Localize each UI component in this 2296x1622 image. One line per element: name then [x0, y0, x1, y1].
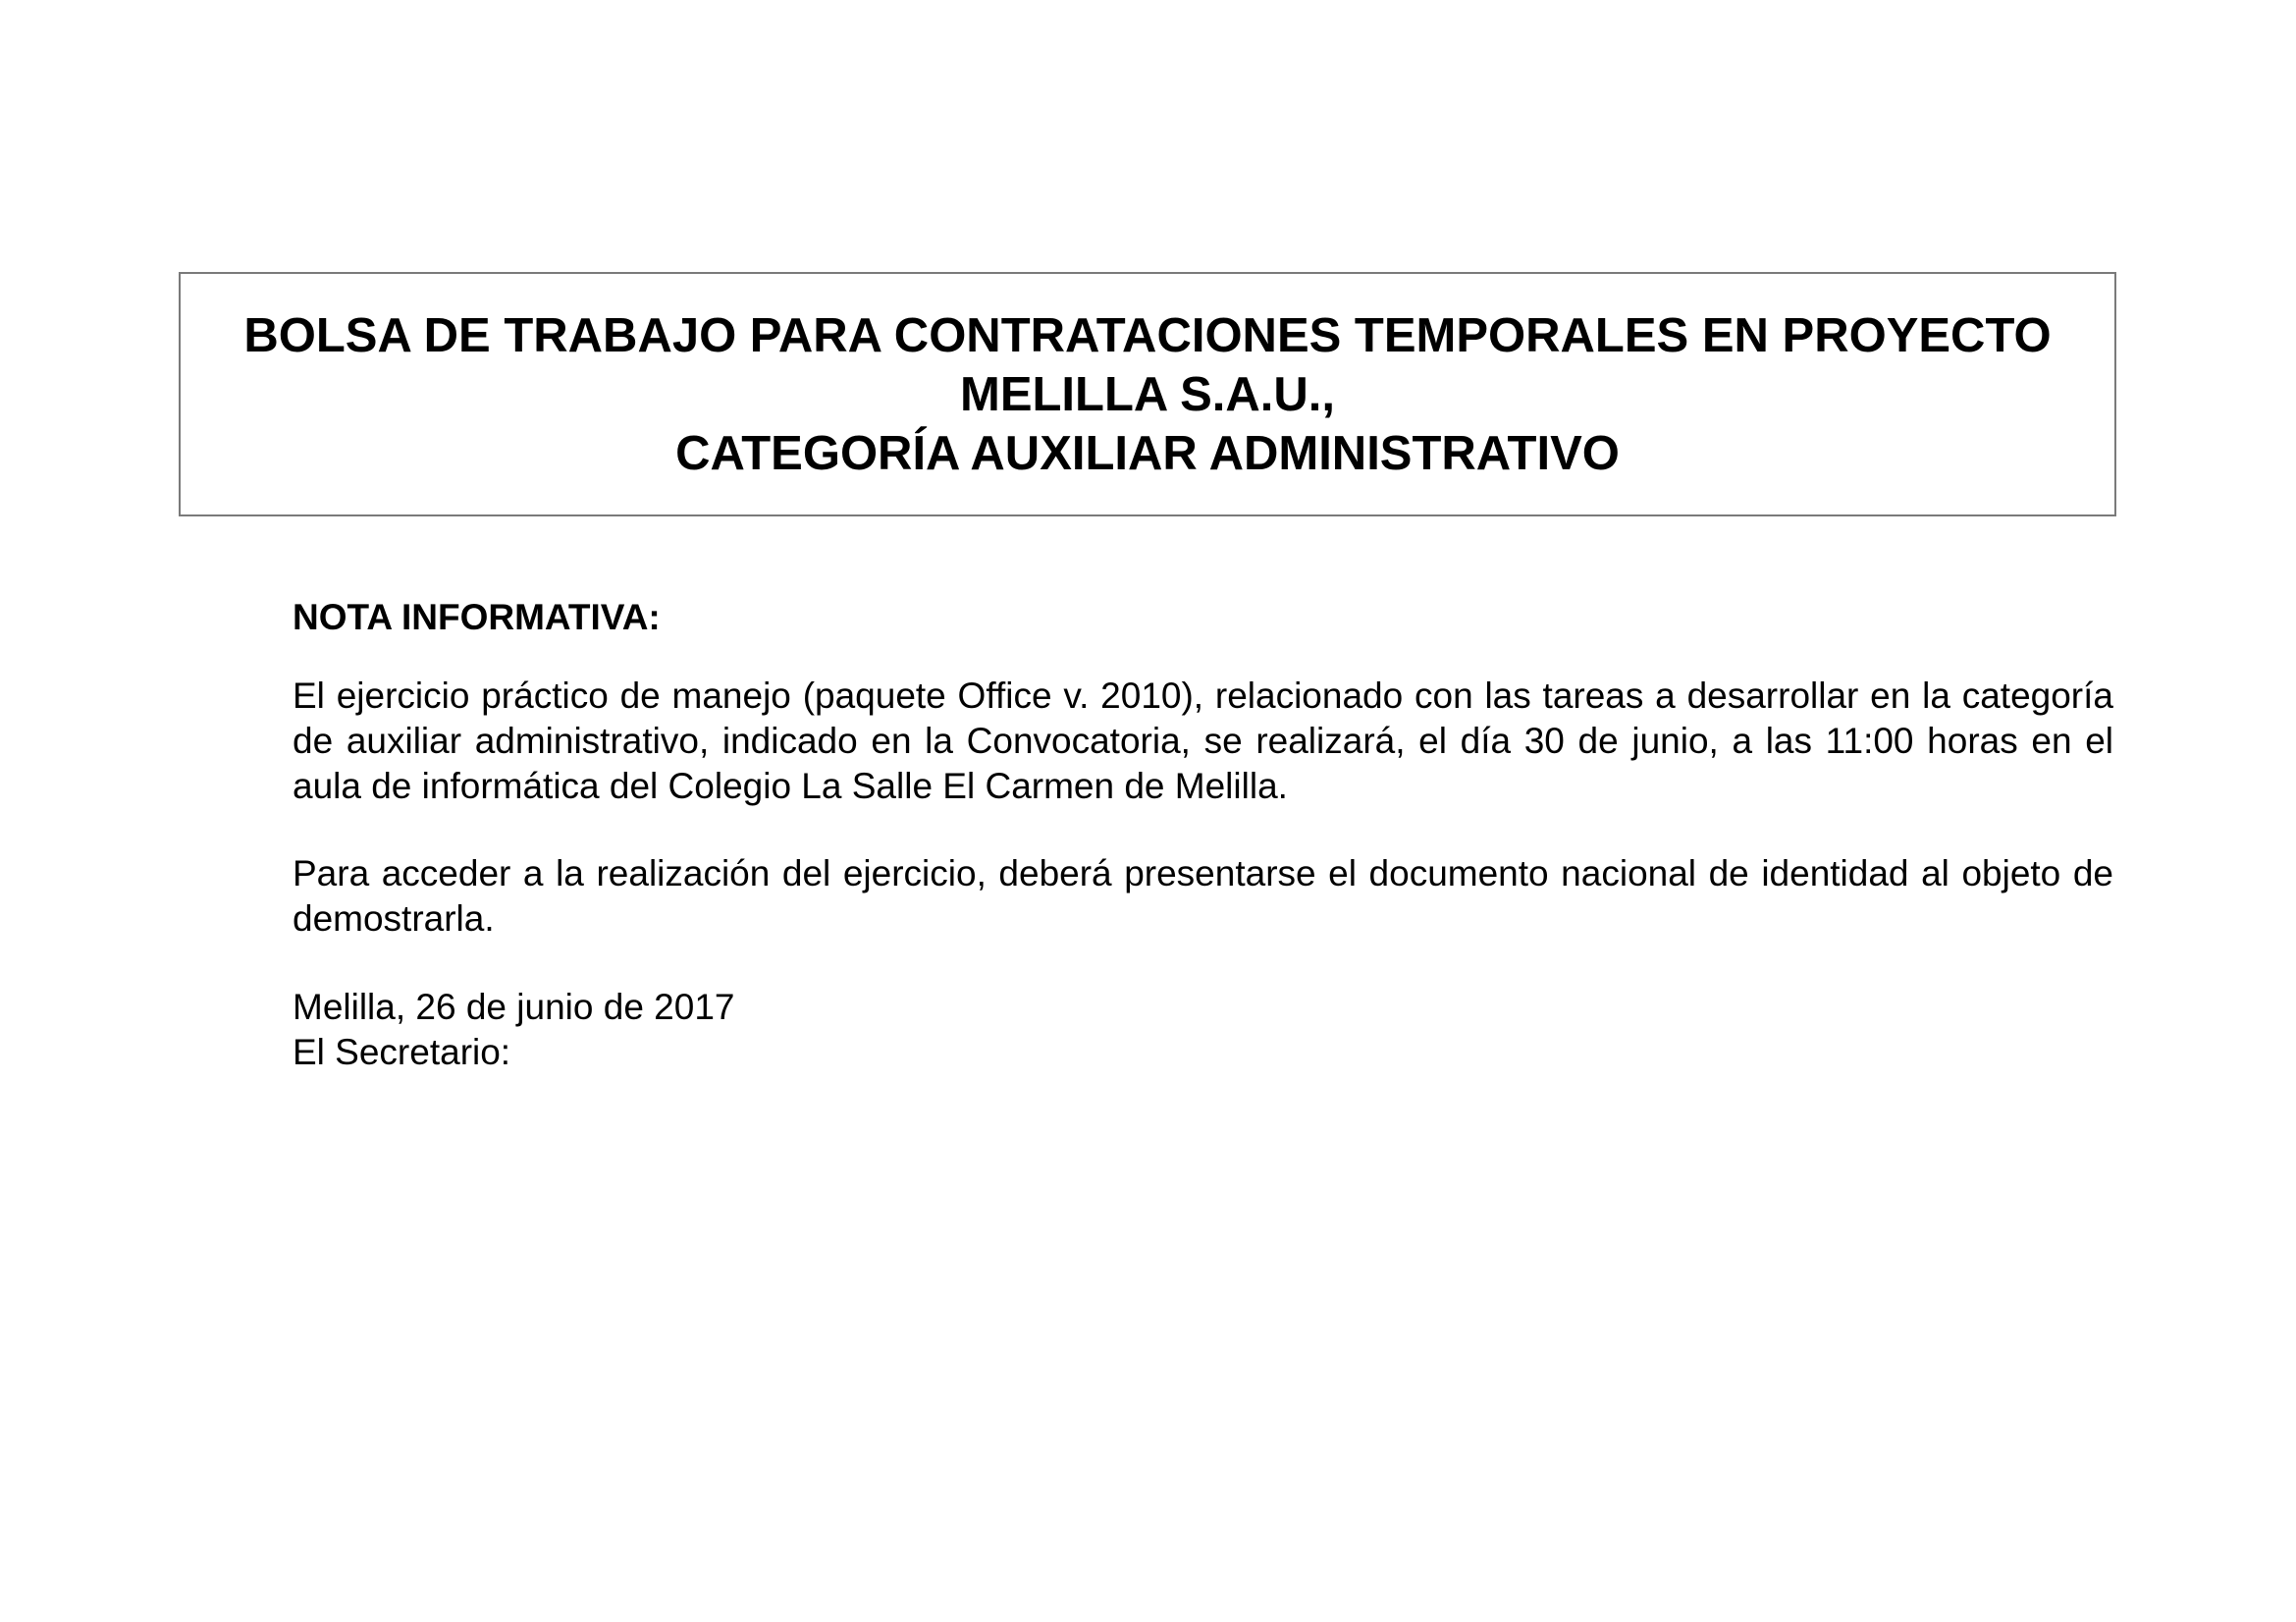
note-paragraph-1: El ejercicio práctico de manejo (paquete Office v. 2010), relacionado con las tareas a desarrollar en la categoría de auxiliar administrativo, indicado en la Convocatoria, se realizará, el día 30 de junio, a las 11:00 horas en el aula de informática del Colegio La Salle El Carmen de Melilla.	[293, 676, 2113, 806]
place-date: Melilla, 26 de junio de 2017	[293, 987, 735, 1027]
note-heading: NOTA INFORMATIVA:	[293, 597, 661, 637]
title-line-3: CATEGORÍA AUXILIAR ADMINISTRATIVO	[675, 426, 1620, 480]
signature-block	[293, 985, 2113, 1075]
signatory-label: El Secretario:	[293, 1032, 511, 1072]
title-line-2: MELILLA S.A.U.,	[960, 367, 1335, 421]
title-box	[179, 272, 2116, 516]
note-paragraph-2: Para acceder a la realización del ejercicio, deberá presentarse el documento nacional de identidad al objeto de demostrarla.	[293, 853, 2113, 939]
title-line-1: BOLSA DE TRABAJO PARA CONTRATACIONES TEMPORALES EN PROYECTO	[243, 308, 2052, 362]
